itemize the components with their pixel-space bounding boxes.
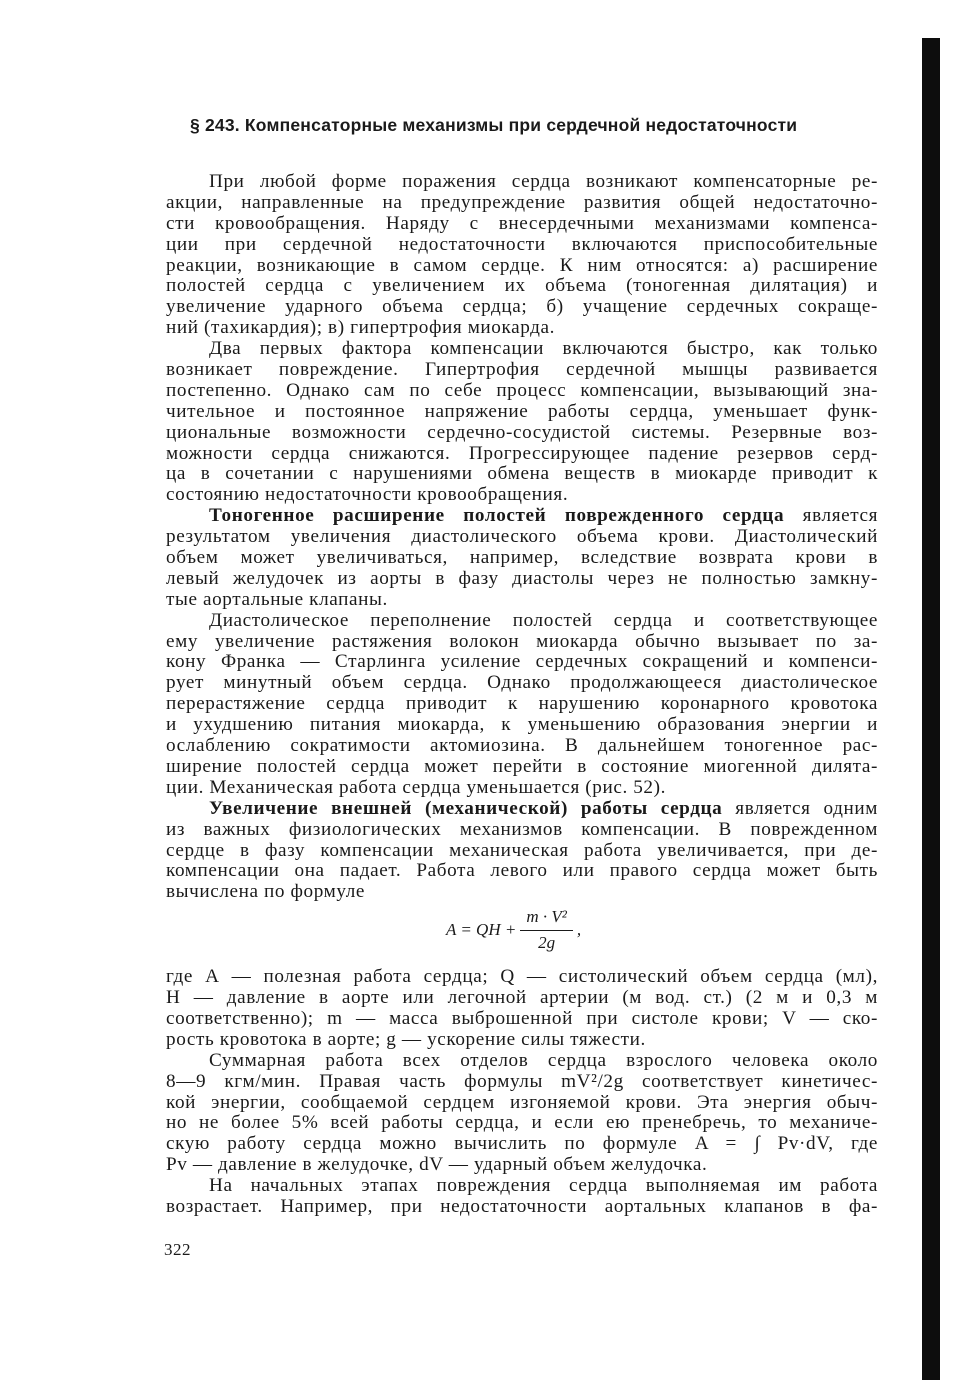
section-heading: § 243. Компенсаторные механизмы при сердечной недостаточности (190, 115, 798, 135)
bold-term: Тоногенное расширение полостей поврежденного сердца (209, 505, 785, 527)
text-line: При любой форме поражения сердца возникают компенсаторные ре- (209, 171, 878, 192)
formula-fraction (520, 907, 573, 954)
text-line: рость кровотока в аорте; g — ускорение силы тяжести. (166, 1028, 646, 1050)
formula-numerator: m · V² (520, 907, 573, 931)
text-line: Два первых фактора компенсации включаются быстро, как только (209, 338, 878, 360)
text-line: левый желудочек из аорты в фазу диастолы через не полностью замкну- (166, 567, 878, 589)
text-line (166, 506, 878, 527)
text-line: компенсации она падает. Работа левого или правого сердца может быть (166, 860, 878, 882)
text-line: рует минутный объем сердца. Однако продолжающееся диастолическое (166, 672, 878, 694)
text-line: реакции, возникающие в самом сердце. К ним относятся: а) расширение (166, 254, 878, 276)
text-line: возрастает. Например, при недостаточности аортальных клапанов в фа- (166, 1195, 878, 1217)
text-line: 8—9 кгм/мин. Правая часть формулы mV²/2g соответствует кинетичес- (166, 1070, 878, 1092)
scan-edge-shadow (922, 38, 940, 1380)
body-text (166, 172, 878, 1218)
text-line: ему увеличение растяжения волокон миокарда обычно вызывает по за- (166, 630, 878, 652)
text-line: скую работу сердца можно вычислить по формуле A = ∫ Pv·dV, где (166, 1133, 878, 1155)
text-line: акции, направленные на предупреждение развития общей недостаточно- (166, 191, 878, 213)
text-line: ца в сочетании с нарушениями обмена веществ в миокарде приводит к (166, 463, 878, 485)
text-line: полостей сердца с увеличением их объема (тоногенная дилятация) и (166, 275, 878, 297)
text-line: состоянию недостаточности кровообращения. (166, 484, 569, 506)
text-block-main (166, 172, 878, 903)
text-line: H — давление в аорте или легочной артерии (м вод. ст.) (2 м и 0,3 м (166, 987, 878, 1009)
text-line: постепенно. Однако сам по себе процесс компенсации, вызывающий зна- (166, 379, 878, 401)
text-line: из важных физиологических механизмов компенсации. В поврежденном (166, 818, 878, 840)
text-line: Pv — давление в желудочке, dV — ударный объем желудочка. (166, 1154, 708, 1176)
formula-tail: , (576, 920, 582, 940)
text-line: где А — полезная работа сердца; Q — систолический объем сердца (мл), (166, 966, 878, 988)
text-line: и ухудшению питания миокарда, к уменьшению образования энергии и (166, 714, 878, 736)
text-line: но не более 5% всей работы сердца, и если ею пренебречь, то механиче- (166, 1112, 878, 1134)
formula-lhs: A = QH + (446, 920, 517, 940)
text-line: вычислена по формуле (166, 881, 366, 903)
text-line: тые аортальные клапаны. (166, 588, 388, 610)
text-line: результатом увеличения диастолического объема крови. Диастолический (166, 526, 878, 548)
text-line: можности сердца снижаются. Прогрессирующее падение резервов серд- (166, 442, 878, 464)
text-line: чительное и постоянное напряжение работы сердца, уменьшает функ- (166, 400, 878, 422)
text-line: перерастяжение сердца приводит к нарушению коронарного кровотока (166, 693, 878, 715)
work-formula (166, 903, 878, 967)
text-line: ширение полостей сердца может перейти в состояние миогенной дилята- (166, 755, 878, 777)
text-line: циональные возможности сердечно-сосудистой системы. Резервные воз- (166, 421, 878, 443)
text-line: ции при сердечной недостаточности включаются приспособительные (166, 233, 878, 255)
text-line: На начальных этапах повреждения сердца выполняемая им работа (209, 1175, 878, 1197)
text-line: ции. Механическая работа сердца уменьшается (рис. 52). (166, 776, 667, 798)
text-line: кой энергии, сообщаемой сердцем изгоняемой крови. Эта энергия обыч- (166, 1091, 878, 1113)
text-line: сти кровообращения. Наряду с внесердечными механизмами компенса- (166, 212, 878, 234)
text-block-continued (166, 967, 878, 1218)
text-line: ний (тахикардия); в) гипертрофия миокарда. (166, 317, 556, 339)
text-line: Суммарная работа всех отделов сердца взрослого человека около (209, 1049, 878, 1071)
text-line: увеличение ударного объема сердца; б) учащение сердечных сокраще- (166, 296, 878, 318)
text-line: возникает повреждение. Гипертрофия сердечной мышцы развивается (166, 359, 878, 381)
page-number: 322 (164, 1240, 191, 1259)
text-line: ослаблению сократимости актомиозина. В дальнейшем тоногенное рас- (166, 735, 878, 757)
text-line: объем может увеличиваться, например, вследствие возврата крови в (166, 547, 878, 569)
line-text: является одним (722, 797, 878, 819)
text-line (166, 799, 878, 820)
line-text: является (784, 505, 878, 527)
bold-term: Увеличение внешней (механической) работы сердца (209, 797, 723, 819)
formula-denominator: 2g (538, 933, 556, 953)
text-line: кону Франка — Старлинга усиление сердечных сокращений и компенси- (166, 651, 878, 673)
text-line: соответственно); m — масса выброшенной при систоле крови; V — ско- (166, 1007, 878, 1029)
text-line: сердце в фазу компенсации механическая работа увеличивается, при де- (166, 839, 878, 861)
text-line: Диастолическое переполнение полостей сердца и соответствующее (209, 609, 878, 631)
